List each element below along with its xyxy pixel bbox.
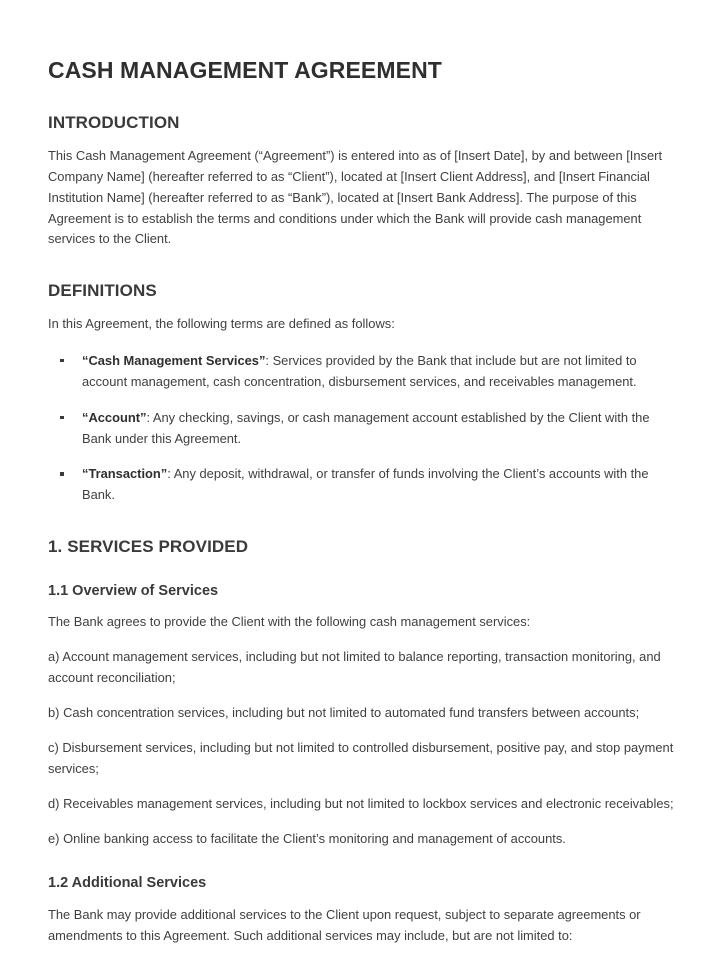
item-label: a)	[48, 649, 60, 665]
item-label: b)	[48, 704, 60, 720]
definition-term: “Transaction”	[82, 466, 168, 482]
definition-term: “Cash Management Services”	[82, 352, 266, 368]
item-text: Receivables management services, including but not limited to lockbox services and electronic receivables;	[63, 795, 674, 811]
lettered-item	[48, 647, 678, 689]
section-heading-definitions: DEFINITIONS	[48, 281, 157, 301]
overview-intro-paragraph: The Bank agrees to provide the Client with the following cash management services:	[48, 614, 531, 630]
list-item	[48, 408, 678, 450]
introduction-paragraph: This Cash Management Agreement (“Agreement”) is entered into as of [Insert Date], by and between [Insert Company Name] (hereafter referred to as “Client”), located at [Insert Client Address], and [Insert Financial Institution Name] (hereafter referred to as “Bank”), located at [Insert Bank Address]. The purpose of this Agreement is to establish the terms and conditions under which the Bank will provide cash management services to the Client.	[48, 147, 663, 247]
item-text: Account management services, including but not limited to balance reporting, transaction monitoring, and account reconciliation;	[48, 649, 661, 686]
definition-text: : Any checking, savings, or cash management account established by the Client with the Bank under this Agreement.	[82, 409, 650, 446]
definitions-list	[48, 351, 678, 506]
list-item	[48, 464, 678, 506]
lettered-item	[48, 794, 678, 815]
definitions-intro-paragraph: In this Agreement, the following terms are defined as follows:	[48, 315, 395, 331]
lettered-item	[48, 829, 678, 850]
definition-text: : Any deposit, withdrawal, or transfer of funds involving the Client’s accounts with the Bank.	[82, 466, 649, 503]
item-text: Disbursement services, including but not limited to controlled disbursement, positive pay, and stop payment services;	[48, 739, 674, 776]
additional-services-paragraph: The Bank may provide additional services to the Client upon request, subject to separate agreements or amendments to this Agreement. Such additional services may include, but are not limited to:	[48, 906, 641, 943]
lettered-item	[48, 703, 678, 724]
section-heading-services-provided: 1. SERVICES PROVIDED	[48, 537, 249, 557]
subsection-heading-overview-of-services: 1.1 Overview of Services	[48, 582, 219, 599]
item-text: Cash concentration services, including but not limited to automated fund transfers between accounts;	[63, 704, 640, 720]
item-label: d)	[48, 795, 60, 811]
document-title: CASH MANAGEMENT AGREEMENT	[48, 57, 442, 83]
definition-text: : Services provided by the Bank that include but are not limited to account management, cash concentration, disbursement services, and receivables management.	[82, 352, 637, 389]
item-label: c)	[48, 739, 59, 755]
item-label: e)	[48, 830, 60, 846]
bullet-icon	[60, 416, 64, 420]
definition-term: “Account”	[82, 409, 147, 425]
bullet-icon	[60, 359, 64, 363]
list-item	[48, 351, 678, 393]
item-text: Online banking access to facilitate the Client’s monitoring and management of accounts.	[63, 830, 566, 846]
subsection-heading-additional-services: 1.2 Additional Services	[48, 875, 207, 892]
section-heading-introduction: INTRODUCTION	[48, 113, 180, 133]
lettered-item	[48, 738, 678, 780]
bullet-icon	[60, 472, 64, 476]
